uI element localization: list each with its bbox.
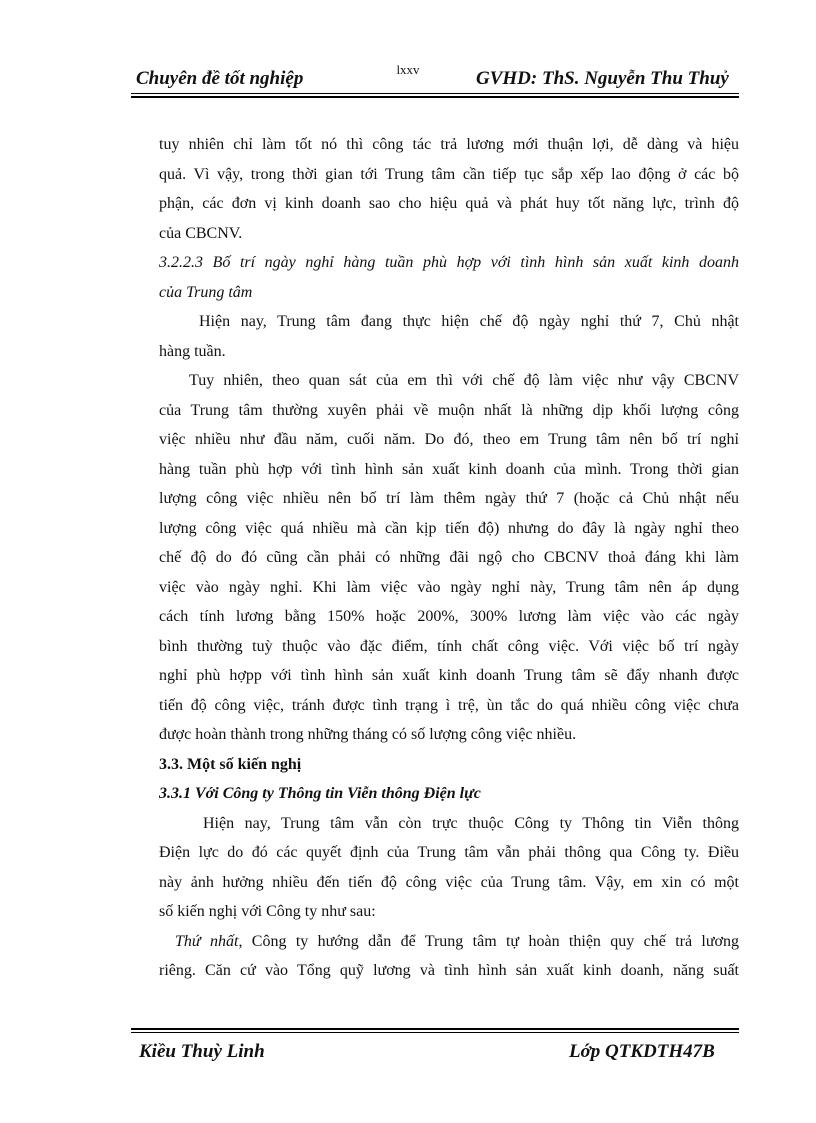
paragraph xyxy=(159,366,739,750)
text-line: của CBCNV. xyxy=(159,224,243,242)
text-line: lượng công việc nhiều nên bố trí làm thêm ngày thứ 7 (hoặc cả Chủ nhật nếu xyxy=(159,490,739,507)
text-line: Điện lực do đó các quyết định của Trung tâm vẫn phải thông qua Công ty. Điều xyxy=(159,844,739,861)
text-line: của Trung tâm thường xuyên phải về muộn nhất là những dịp khối lượng công xyxy=(159,401,739,419)
text-line: tuy nhiên chỉ làm tốt nó thì công tác trả lương mới thuận lợi, dễ dàng và hiệu xyxy=(159,136,739,153)
text-line xyxy=(159,927,739,957)
section-heading-3223 xyxy=(159,248,739,307)
text-line: số kiến nghị với Công ty như sau: xyxy=(159,903,376,920)
header-rule-thin xyxy=(131,93,739,94)
document-body xyxy=(159,130,739,986)
section-heading-331 xyxy=(159,779,739,809)
footer-rule-thick xyxy=(131,1028,739,1030)
section-heading-33 xyxy=(159,750,739,780)
text-line: cách tính lương bằng 150% hoặc 200%, 300% lương làm việc vào các ngày xyxy=(159,608,739,625)
text-line: chế độ do đó cũng cần phải có những đãi ngộ cho CBCNV thoả đáng khi làm xyxy=(159,549,739,566)
text-line: việc vào ngày nghỉ. Khi làm việc vào ngày nghỉ này, Trung tâm nên áp dụng xyxy=(159,578,739,596)
text-line: quả. Vì vậy, trong thời gian tới Trung tâm cần tiếp tục sắp xếp lao động ở các bộ xyxy=(159,165,739,183)
text-line: tiến độ công việc, tránh được tình trạng ì trệ, ùn tắc do quá nhiều công việc chưa xyxy=(159,696,739,714)
paragraph xyxy=(159,809,739,927)
text-line: Tuy nhiên, theo quan sát của em thì với chế độ làm việc như vậy CBCNV xyxy=(189,372,739,389)
text-line: việc nhiều như đầu năm, cuối năm. Do đó, theo em Trung tâm nên bố trí nghỉ xyxy=(159,431,739,448)
text-fragment: , Công ty hướng dẫn để Trung tâm tự hoàn thiện quy chế trả lương xyxy=(238,932,740,950)
heading-line: 3.2.2.3 Bố trí ngày nghỉ hàng tuần phù hợp với tình hình sản xuất kinh doanh xyxy=(159,254,739,271)
text-line: hàng tuần phù hợp với tình hình sản xuất kinh doanh của mình. Trong thời gian xyxy=(159,460,739,478)
text-line: nghỉ phù hợpp với tình hình sản xuất kinh doanh Trung tâm sẽ đẩy nhanh được xyxy=(159,667,739,684)
header-rule-thick xyxy=(131,96,739,98)
text-line: được hoàn thành trong những tháng có số lượng công việc nhiều. xyxy=(159,726,577,743)
text-line: bình thường tuỳ thuộc vào đặc điểm, tính chất công việc. Với việc bố trí ngày xyxy=(159,637,739,655)
paragraph xyxy=(159,130,739,248)
heading-line: 3.3. Một số kiến nghị xyxy=(159,755,302,773)
text-line: Hiện nay, Trung tâm đang thực hiện chế độ ngày nghỉ thứ 7, Chủ nhật xyxy=(199,313,739,330)
text-line: riêng. Căn cứ vào Tổng quỹ lương và tình hình sản xuất kinh doanh, năng suất xyxy=(159,962,739,979)
paragraph xyxy=(159,927,739,986)
emphasis-text: Thứ nhất xyxy=(175,932,239,950)
footer-rule-thin xyxy=(131,1032,739,1033)
page-number: lxxv xyxy=(396,62,420,77)
heading-line: 3.3.1 Với Công ty Thông tin Viễn thông Điện lực xyxy=(159,785,481,802)
text-line: hàng tuần. xyxy=(159,342,226,360)
paragraph xyxy=(159,307,739,366)
footer-class: Lớp QTKDTH47B xyxy=(569,1041,715,1062)
footer-author: Kiều Thuỳ Linh xyxy=(139,1041,265,1062)
text-line: Hiện nay, Trung tâm vẫn còn trực thuộc Công ty Thông tin Viễn thông xyxy=(203,814,739,832)
text-line: lượng công việc quá nhiều mà cần kịp tiến độ) nhưng do đây là ngày nghỉ theo xyxy=(159,519,739,537)
header-supervisor: GVHD: ThS. Nguyễn Thu Thuỷ xyxy=(476,68,729,89)
text-line: phận, các đơn vị kinh doanh sao cho hiệu quả và phát huy tốt năng lực, trình độ xyxy=(159,195,739,212)
text-line: này ảnh hưởng nhiều đến tiến độ công việc của Trung tâm. Vậy, em xin có một xyxy=(159,873,739,891)
heading-line: của Trung tâm xyxy=(159,283,253,301)
header-document-title: Chuyên đề tốt nghiệp xyxy=(136,68,304,89)
